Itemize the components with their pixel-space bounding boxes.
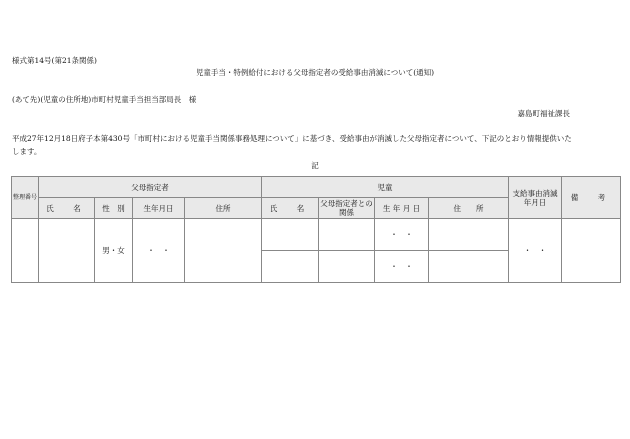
- shometsu-date-cell[interactable]: ・ ・: [509, 219, 562, 283]
- child-address-header: 住 所: [429, 198, 509, 219]
- parent-address-cell[interactable]: [185, 219, 262, 283]
- child-relation-cell[interactable]: [319, 251, 375, 283]
- child-name-header: 氏 名: [262, 198, 319, 219]
- sender: 嘉島町福祉課長: [517, 109, 570, 118]
- body-text-line-2: します。: [12, 147, 42, 156]
- shometsu-date-header: 支給事由消滅年月日: [509, 177, 562, 219]
- child-address-cell[interactable]: [429, 251, 509, 283]
- biko-header: 備 考: [562, 177, 621, 219]
- addressee: (あて先)(児童の住所地)市町村児童手当担当部局長 様: [12, 95, 197, 104]
- parent-name-header: 氏 名: [39, 198, 95, 219]
- child-birthdate-header: 生 年 月 日: [375, 198, 429, 219]
- child-birthdate-cell[interactable]: ・ ・: [375, 251, 429, 283]
- child-address-cell[interactable]: [429, 219, 509, 251]
- parent-sex-cell[interactable]: 男・女: [95, 219, 133, 283]
- parent-address-header: 住所: [185, 198, 262, 219]
- child-name-cell[interactable]: [262, 219, 319, 251]
- parent-birthdate-header: 生年月日: [133, 198, 185, 219]
- form-number: 様式第14号(第21条関係): [12, 56, 97, 65]
- notification-table: [11, 176, 621, 283]
- child-group-header: 児童: [262, 177, 509, 198]
- body-text-line-1: 平成27年12月18日府子本第430号「市町村における児童手当関係事務処理について」に基づき、受給事由が消滅した父母指定者について、下記のとおり情報提供いた: [12, 134, 572, 143]
- parent-birthdate-cell[interactable]: ・ ・: [133, 219, 185, 283]
- biko-cell[interactable]: [562, 219, 621, 283]
- child-relation-header: 父母指定者との関係: [320, 199, 373, 217]
- document-title: 児童手当・特例給付における父母指定者の受給事由消滅について(通知): [195, 68, 435, 77]
- child-birthdate-cell[interactable]: ・ ・: [375, 219, 429, 251]
- ki-heading: 記: [311, 161, 319, 170]
- parent-group-header: 父母指定者: [39, 177, 262, 198]
- child-name-cell[interactable]: [262, 251, 319, 283]
- parent-sex-header: 性 別: [95, 198, 133, 219]
- parent-name-cell[interactable]: [39, 219, 95, 283]
- seiri-bango-cell[interactable]: [12, 219, 39, 283]
- child-relation-cell[interactable]: [319, 219, 375, 251]
- seiri-bango-header: 整理番号: [12, 177, 39, 219]
